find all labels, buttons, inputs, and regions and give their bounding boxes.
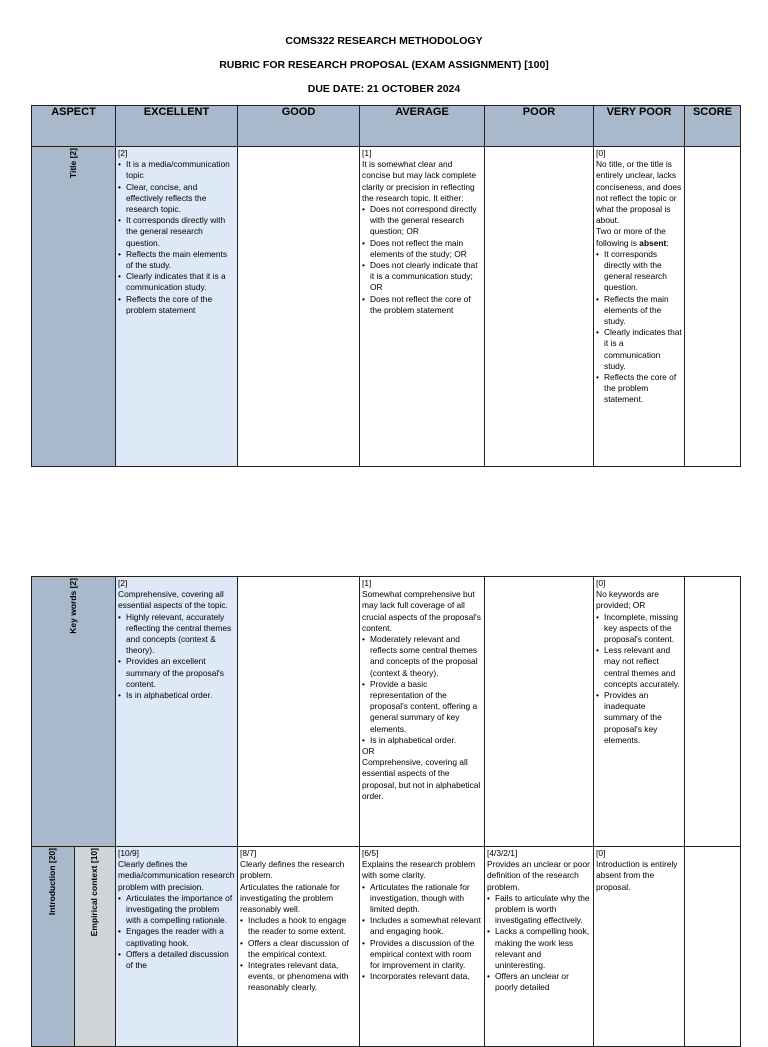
rubric-table-page2 [31,576,741,1047]
col-average: AVERAGE [360,106,485,147]
col-score: SCORE [685,106,741,147]
title-average: [1] It is somewhat clear and concise but may lack complete clarity or precision in reflecting the research topic. It either: • Does not correspond directly with the general research question; OR • Does not reflect the main elements of the study; OR • Does not clearly indicate that it is a communication study; OR • Does not reflect the core of the problem statement [360,147,485,467]
rubric-title: RUBRIC FOR RESEARCH PROPOSAL (EXAM ASSIGNMENT) [100] [219,59,549,71]
rubric-table-page1 [31,105,741,467]
aspect-title: Title [2] [32,147,116,467]
keywords-very-poor: [0] No keywords are provided; OR • Incomplete, missing key aspects of the proposal's content. • Less relevant and may not reflect central themes and concepts accurately. • Provides an inadequate summary of the proposal's key elements. [594,577,685,847]
title-poor [485,147,594,467]
course-title: COMS322 RESEARCH METHODOLOGY [285,35,483,47]
title-row [32,147,741,467]
title-excellent: [2] • It is a media/communication topic • Clear, concise, and effectively reflects the research topic. • It corresponds directly with the general research question. • Reflects the main elements of the study. • Clearly indicates that it is a communication study. • Reflects the core of the problem statement [116,147,238,467]
title-good [238,147,360,467]
intro-average: [6/5] Explains the research problem with some clarity. • Articulates the rationale for investigation, though with limited depth. • Includes a somewhat relevant and engaging hook. • Provides a discussion of the empirical context with room for improvement in clarity. • Incorporates relevant data, [360,847,485,1047]
keywords-excellent: [2] Comprehensive, covering all essential aspects of the topic. • Highly relevant, accurately reflecting the central themes and concepts (context & theory). • Provides an excellent summary of the proposal's content. • Is in alphabetical order. [116,577,238,847]
sub-aspect-empirical-context: Empirical context [10] [75,847,116,1047]
introduction-row [32,847,741,1047]
title-score [685,147,741,467]
col-very-poor: VERY POOR [594,106,685,147]
col-poor: POOR [485,106,594,147]
col-good: GOOD [238,106,360,147]
keywords-good [238,577,360,847]
aspect-keywords: Key words [2] [32,577,116,847]
header-row [32,106,741,147]
col-aspect: ASPECT [32,106,116,147]
intro-score [685,847,741,1047]
keywords-poor [485,577,594,847]
intro-very-poor: [0] Introduction is entirely absent from the proposal. [594,847,685,1047]
title-very-poor: [0] No title, or the title is entirely unclear, lacks conciseness, and does not reflect the topic or what the proposal is about. Two or more of the following is absent: • It corresponds directly with the general research question. • Reflects the main elements of the study. • Clearly indicates that it is a communication study. • Reflects the core of the problem statement. [594,147,685,467]
due-date: DUE DATE: 21 OCTOBER 2024 [307,83,461,95]
intro-poor: [4/3/2/1] Provides an unclear or poor definition of the research problem. • Fails to articulate why the problem is worth investigating effectively. • Lacks a compelling hook, making the work less relevant and uninteresting. • Offers an unclear or poorly detailed [485,847,594,1047]
intro-excellent: [10/9] Clearly defines the media/communication research problem with precision. • Articulates the importance of investigating the problem with a compelling rationale. • Engages the reader with a captivating hook. • Offers a detailed discussion of the [116,847,238,1047]
intro-good: [8/7] Clearly defines the research problem. Articulates the rationale for investigating the problem reasonably well. • Includes a hook to engage the reader to some extent. • Offers a clear discussion of the empirical context. • Integrates relevant data, events, or phenomena with reasonably clearly. [238,847,360,1047]
keywords-score [685,577,741,847]
keywords-row [32,577,741,847]
keywords-average: [1] Somewhat comprehensive but may lack full coverage of all crucial aspects of the proposal's content. • Moderately relevant and reflects some central themes and concepts of the proposal (context & theory). • Provide a basic representation of the proposal's content, offering a general summary of key elements. • Is in alphabetical order. OR Comprehensive, covering all essential aspects of the proposal, but not in alphabetical order. [360,577,485,847]
col-excellent: EXCELLENT [116,106,238,147]
aspect-introduction: Introduction [20] [32,847,75,1047]
